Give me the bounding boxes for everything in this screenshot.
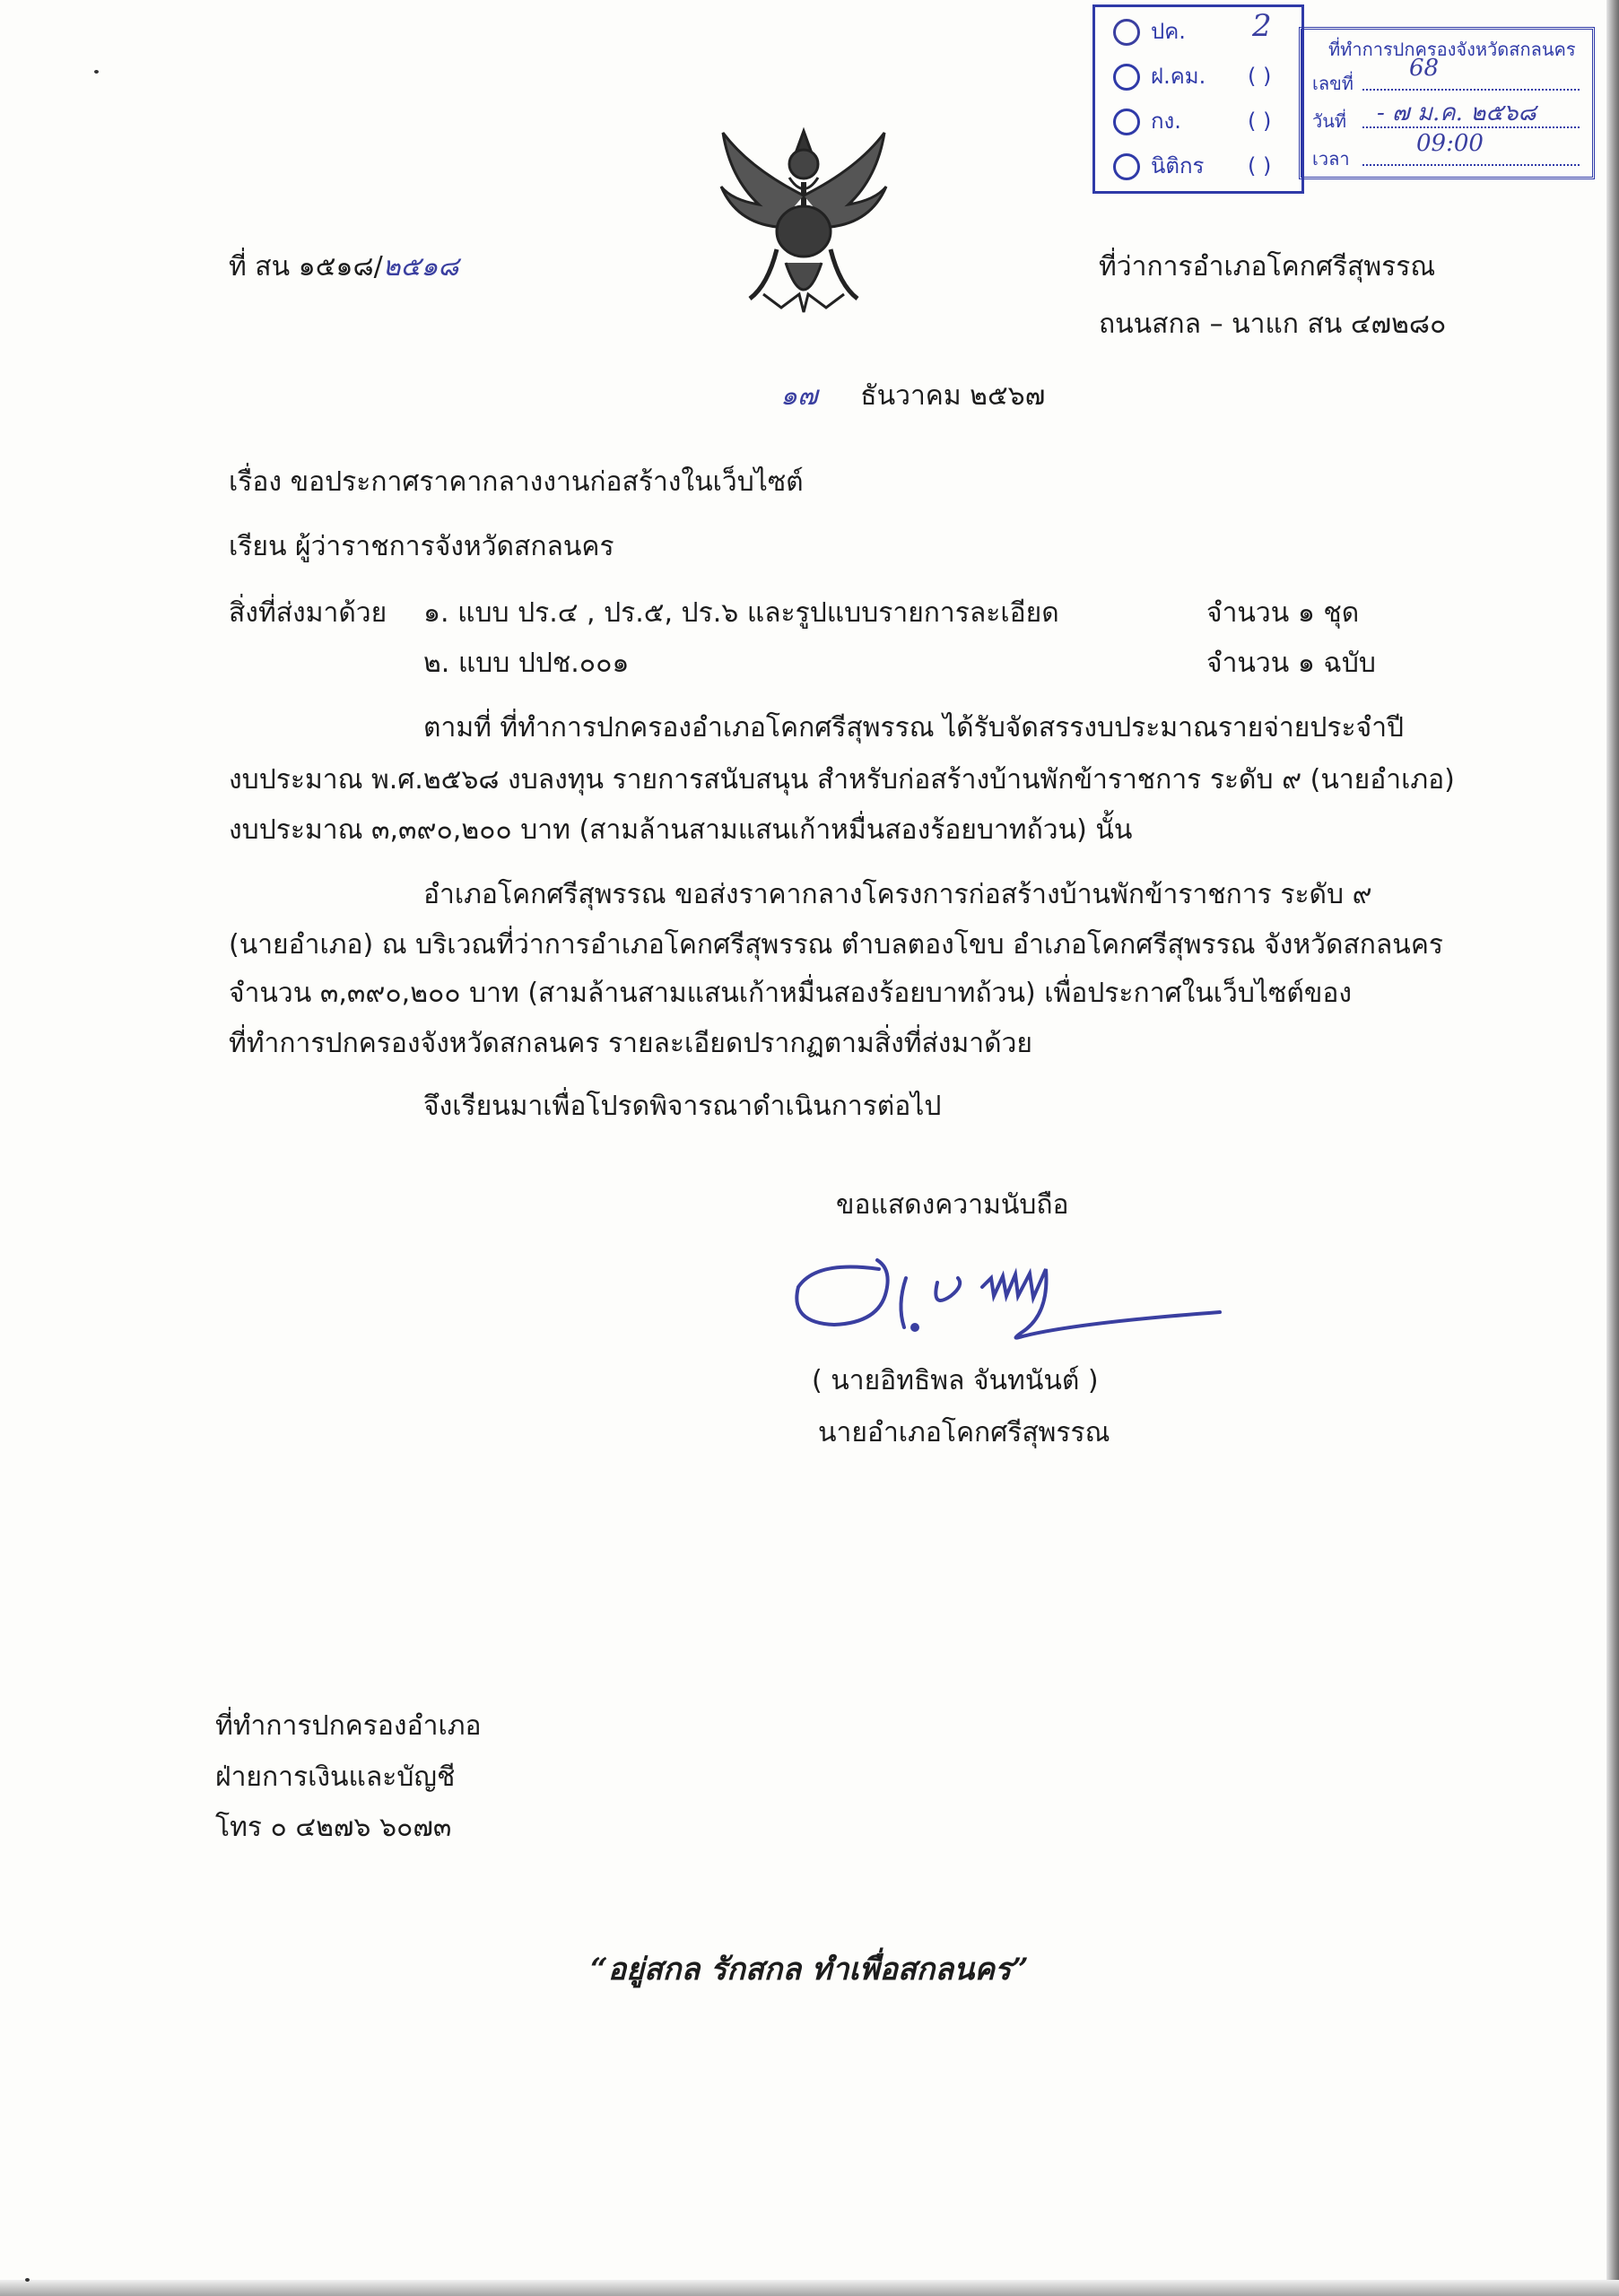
sender-address: ถนนสกล – นาแก สน ๔๗๒๘๐ (1099, 309, 1447, 340)
routing-item: ฝ.คม. ( ) (1113, 63, 1206, 91)
enclosures-label: สิ่งที่ส่งมาด้วย (229, 597, 387, 629)
routing-item: กง. ( ) (1113, 108, 1181, 135)
routing-stamp (1092, 4, 1304, 194)
enclosure-item: ๑. แบบ ปร.๔ , ปร.๕, ปร.๖ และรูปแบบรายการละเอียด (423, 597, 1059, 629)
circle-icon (1113, 109, 1140, 135)
stamp-header: ที่ทำการปกครองจังหวัดสกลนคร (1328, 39, 1576, 60)
routing-item: นิติกร ( ) (1113, 152, 1204, 180)
motto: “อยู่สกล รักสกล ทำเพื่อสกลนคร” (590, 1952, 1029, 1987)
check-circle-icon (1113, 19, 1140, 46)
para1-line: งบประมาณ ๓,๓๙๐,๒๐๐ บาท (สามล้านสามแสนเก้าหมื่นสองร้อยบาทถ้วน) นั้น (229, 814, 1133, 846)
signer-name: ( นายอิทธิพล จันทนันต์ ) (812, 1365, 1099, 1396)
page-edge-bottom (0, 2280, 1619, 2296)
handwritten-day: ๑๗ (780, 380, 818, 412)
para2-line: อำเภอโคกศรีสุพรรณ ขอส่งราคากลางโครงการก่อสร้างบ้านพักข้าราชการ ระดับ ๙ (423, 879, 1372, 910)
circle-icon (1113, 153, 1140, 180)
received-date: - ๗ ม.ค. ๒๕๖๘ (1377, 100, 1536, 126)
footer-department: ฝ่ายการเงินและบัญชี (215, 1761, 456, 1793)
para1-line: ตามที่ ที่ทำการปกครองอำเภอโคกศรีสุพรรณ ได้รับจัดสรรงบประมาณรายจ่ายประจำปี (423, 712, 1405, 744)
handwritten-ref: ๒๕๑๘ (382, 251, 459, 283)
reference-number: ที่ สน ๑๕๑๘/๒๕๑๘ (229, 251, 459, 283)
enclosure-qty: จำนวน ๑ ชุด (1206, 597, 1360, 629)
received-stamp: ที่ทำการปกครองจังหวัดสกลนคร เลขที่ 68 วันที่ - ๗ ม.ค. ๒๕๖๘ เวลา 09:00 (1299, 27, 1595, 179)
letter-date: ๑๗ ธันวาคม ๒๕๖๗ (780, 380, 1046, 412)
sender-office: ที่ว่าการอำเภอโคกศรีสุพรรณ (1099, 251, 1436, 283)
para3: จึงเรียนมาเพื่อโปรดพิจารณาดำเนินการต่อไป (423, 1091, 942, 1122)
closing: ขอแสดงความนับถือ (836, 1189, 1069, 1221)
footer-phone: โทร ๐ ๔๒๗๖ ๖๐๗๓ (215, 1812, 452, 1843)
para2-line: จำนวน ๓,๓๙๐,๒๐๐ บาท (สามล้านสามแสนเก้าหมื่นสองร้อยบาทถ้วน) เพื่อประกาศในเว็บไซต์ของ (229, 978, 1352, 1009)
para2-line: (นายอำเภอ) ณ บริเวณที่ว่าการอำเภอโคกศรีสุพรรณ ตำบลตองโขบ อำเภอโคกศรีสุพรรณ จังหวัดสกลนคร (229, 929, 1443, 961)
enclosure-item: ๒. แบบ ปปช.๐๐๑ (423, 648, 630, 679)
enclosure-qty: จำนวน ๑ ฉบับ (1206, 648, 1376, 679)
para1-line: งบประมาณ พ.ศ.๒๕๖๘ งบลงทุน รายการสนับสนุน สำหรับก่อสร้างบ้านพักข้าราชการ ระดับ ๙ (นายอำเภอ) (229, 764, 1455, 796)
scan-speck (94, 70, 99, 74)
received-time: 09:00 (1416, 130, 1484, 157)
para2-line: ที่ทำการปกครองจังหวัดสกลนคร รายละเอียดปรากฏตามสิ่งที่ส่งมาด้วย (229, 1028, 1032, 1059)
routing-item: ปค. 2 (1113, 18, 1186, 46)
garuda-emblem-icon (714, 115, 893, 317)
footer-office: ที่ทำการปกครองอำเภอ (215, 1710, 482, 1742)
signer-title: นายอำเภอโคกศรีสุพรรณ (818, 1417, 1110, 1448)
received-number: 68 (1409, 55, 1440, 82)
routing-mark: 2 (1252, 8, 1272, 44)
circle-icon (1113, 64, 1140, 91)
subject: เรื่อง ขอประกาศราคากลางงานก่อสร้างในเว็บไซต์ (229, 466, 804, 498)
recipient: เรียน ผู้ว่าราชการจังหวัดสกลนคร (229, 531, 614, 562)
scan-speck (25, 2278, 30, 2282)
